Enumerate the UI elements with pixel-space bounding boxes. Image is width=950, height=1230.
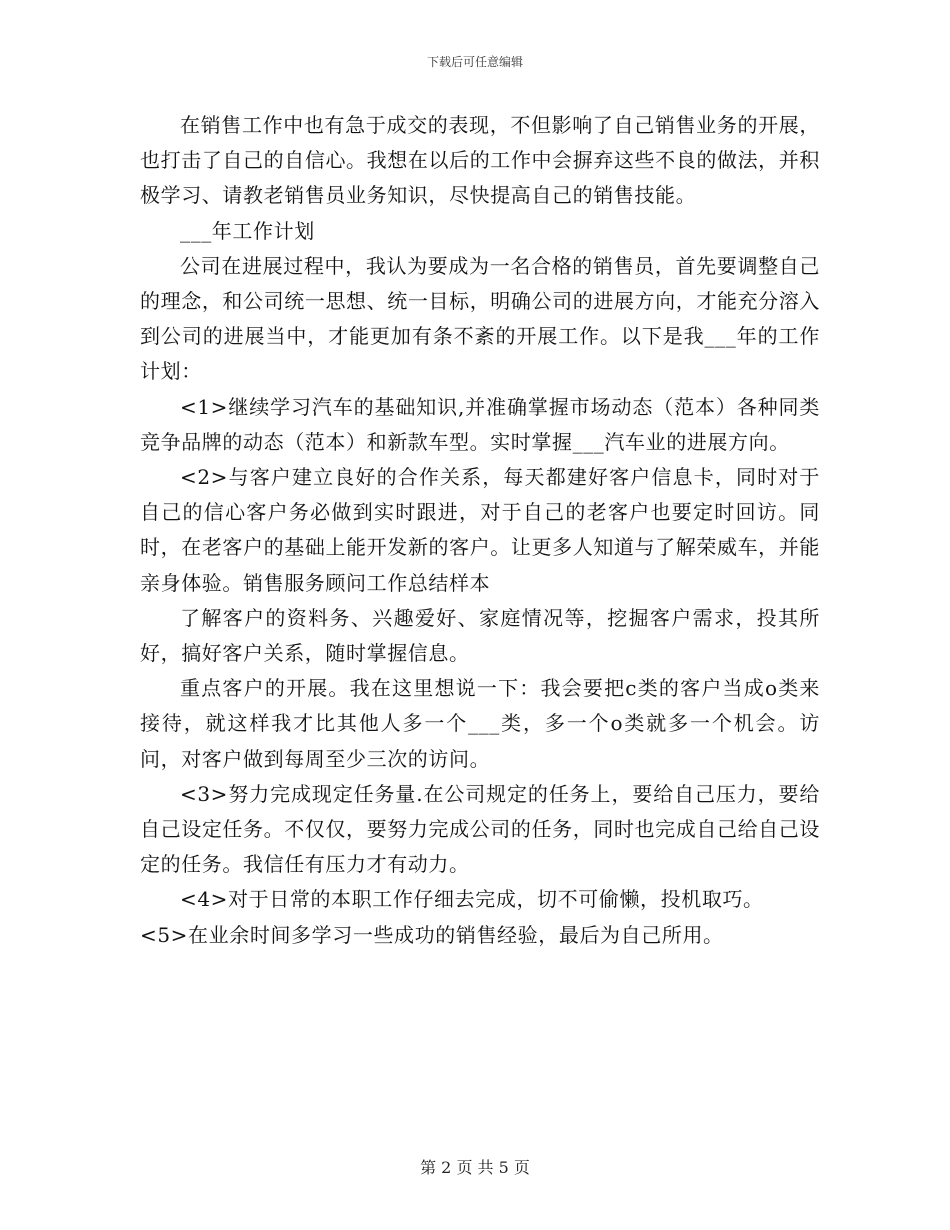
paragraph-sales-reflection: 在销售工作中也有急于成交的表现，不但影响了自己销售业务的开展，也打击了自己的自信心。我想在以后的工作中会摒弃这些不良的做法，并积极学习、请教老销售员业务知识，尽快提高自己的销售技能。 xyxy=(140,113,820,208)
page-footer: 第 2 页 共 5 页 xyxy=(420,1158,530,1177)
paragraph-plan-item-1: <1>继续学习汽车的基础知识,并准确掌握市场动态（范本）各种同类竞争品牌的动态（范本）和新款车型。实时掌握___汽车业的进展方向。 xyxy=(140,394,820,454)
paragraph-plan-item-5: <5>在业余时间多学习一些成功的销售经验，最后为自己所用。 xyxy=(140,922,724,947)
paragraph-plan-item-3: <3>努力完成现定任务量.在公司规定的任务上，要给自己压力，要给自己设定任务。不仅仅，要努力完成公司的任务，同时也完成自己给自己设定的任务。我信任有压力才有动力。 xyxy=(140,781,820,877)
paragraph-plan-item-4: <4>对于日常的本职工作仔细去完成，切不可偷懒，投机取巧。 xyxy=(180,887,764,912)
section-heading-work-plan: ___年工作计划 xyxy=(180,218,315,243)
paragraph-plan-intro: 公司在进展过程中，我认为要成为一名合格的销售员，首先要调整自己的理念，和公司统一思想、统一目标，明确公司的进展方向，才能充分溶入到公司的进展当中，才能更加有条不紊的开展工作。以下是我___年的工作计划： xyxy=(140,253,820,384)
page-header: 下载后可任意编辑 xyxy=(426,55,523,69)
paragraph-key-customers: 重点客户的开展。我在这里想说一下：我会要把c类的客户当成o类来接待，就这样我才比其他人多一个___类，多一个o类就多一个机会。访问，对客户做到每周至少三次的访问。 xyxy=(140,676,820,771)
document-body xyxy=(140,108,820,953)
paragraph-plan-item-2: <2>与客户建立良好的合作关系，每天都建好客户信息卡，同时对于自己的信心客户务必做到实时跟进，对于自己的老客户也要定时回访。同时，在老客户的基础上能开发新的客户。让更多人知道与了解荣威车，并能亲身体验。销售服务顾问工作总结样本 xyxy=(140,465,820,595)
paragraph-customer-info: 了解客户的资料务、兴趣爱好、家庭情况等，挖掘客户需求，投其所好，搞好客户关系，随时掌握信息。 xyxy=(140,605,820,666)
